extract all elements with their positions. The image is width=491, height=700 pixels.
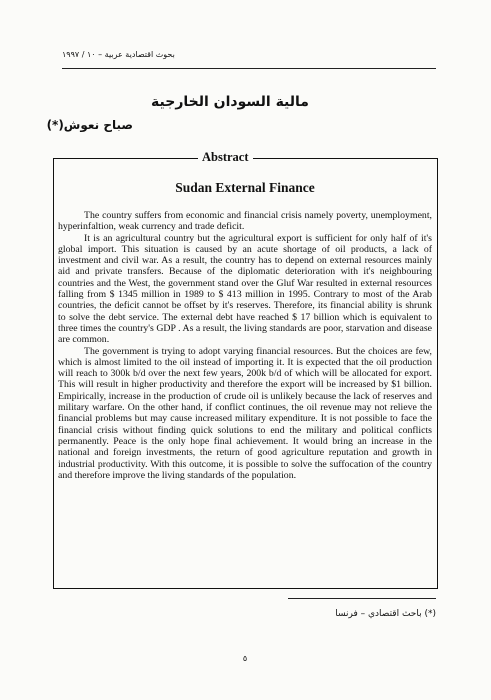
abstract-paragraph: It is an agricultural country but the agricultural export is sufficient for only half of it's global import. This situation is caused by an acute shortage of oil products, a lack of investment and civil war. As a result, the country has to depend on external resources mainly aid and private transfers. Because of the diplomatic deterioration with it's neighbouring countries and the West, the government stand over the Gluf War resulted in external resources falling from $ 1345 million in 1989 to $ 413 million in 1995. Contrary to most of the Arab countries, the deficit cannot be offset by it's reserves. Therefore, its financial ability is shrunk to solve the debt service. The external debt have reached $ 17 billion which is equivalent to three times the country's GDP . As a result, the living standards are poor, starvation and disease are common. <box>58 232 432 346</box>
abstract-paragraph: The country suffers from economic and financial crisis namely poverty, unemployment, hyperinfaltion, weak currency and trade deficit. <box>58 210 432 233</box>
footnote-rule <box>288 598 436 599</box>
running-header: بحوث اقتصادية عربية – ١٠ / ١٩٩٧ <box>62 50 175 59</box>
english-title: Sudan External Finance <box>175 180 315 195</box>
abstract-label: Abstract <box>198 150 253 165</box>
page-number: ٥ <box>242 654 248 663</box>
abstract-body <box>58 210 432 481</box>
abstract-paragraph: The government is trying to adopt varying financial resources. But the choices are few, which is almost limited to the oil instead of importing it. It is expected that the oil production will reach to 300k b/d over the next few years, 200k b/d of which will be allocated for export. This will result in higher productivity and therefore the export will be increased by $1 billion. Empirically, increase in the production of crude oil is unlikely because the lack of reserves and military warfare. On the other hand, if conflict continues, the oil revenue may not relieve the financial problems but may cause increased military expenditure. It is not possible to face the financial crisis without finding quick solutions to end the military and political conflicts permanently. Peace is the only hope final achievement. It would bring an increase in the national and foreign investments, the return of good agriculture reputation and growth in industrial productivity. With this outcome, it is possible to solve the suffocation of the country and therefore improve the living standards of the population. <box>58 345 432 481</box>
arabic-title: مالية السودان الخارجية <box>151 94 309 110</box>
header-rule <box>62 68 436 69</box>
footnote: (*) باحث اقتصادي – فرنسا <box>335 609 436 619</box>
arabic-author: صباح نعوش(*) <box>46 118 133 132</box>
